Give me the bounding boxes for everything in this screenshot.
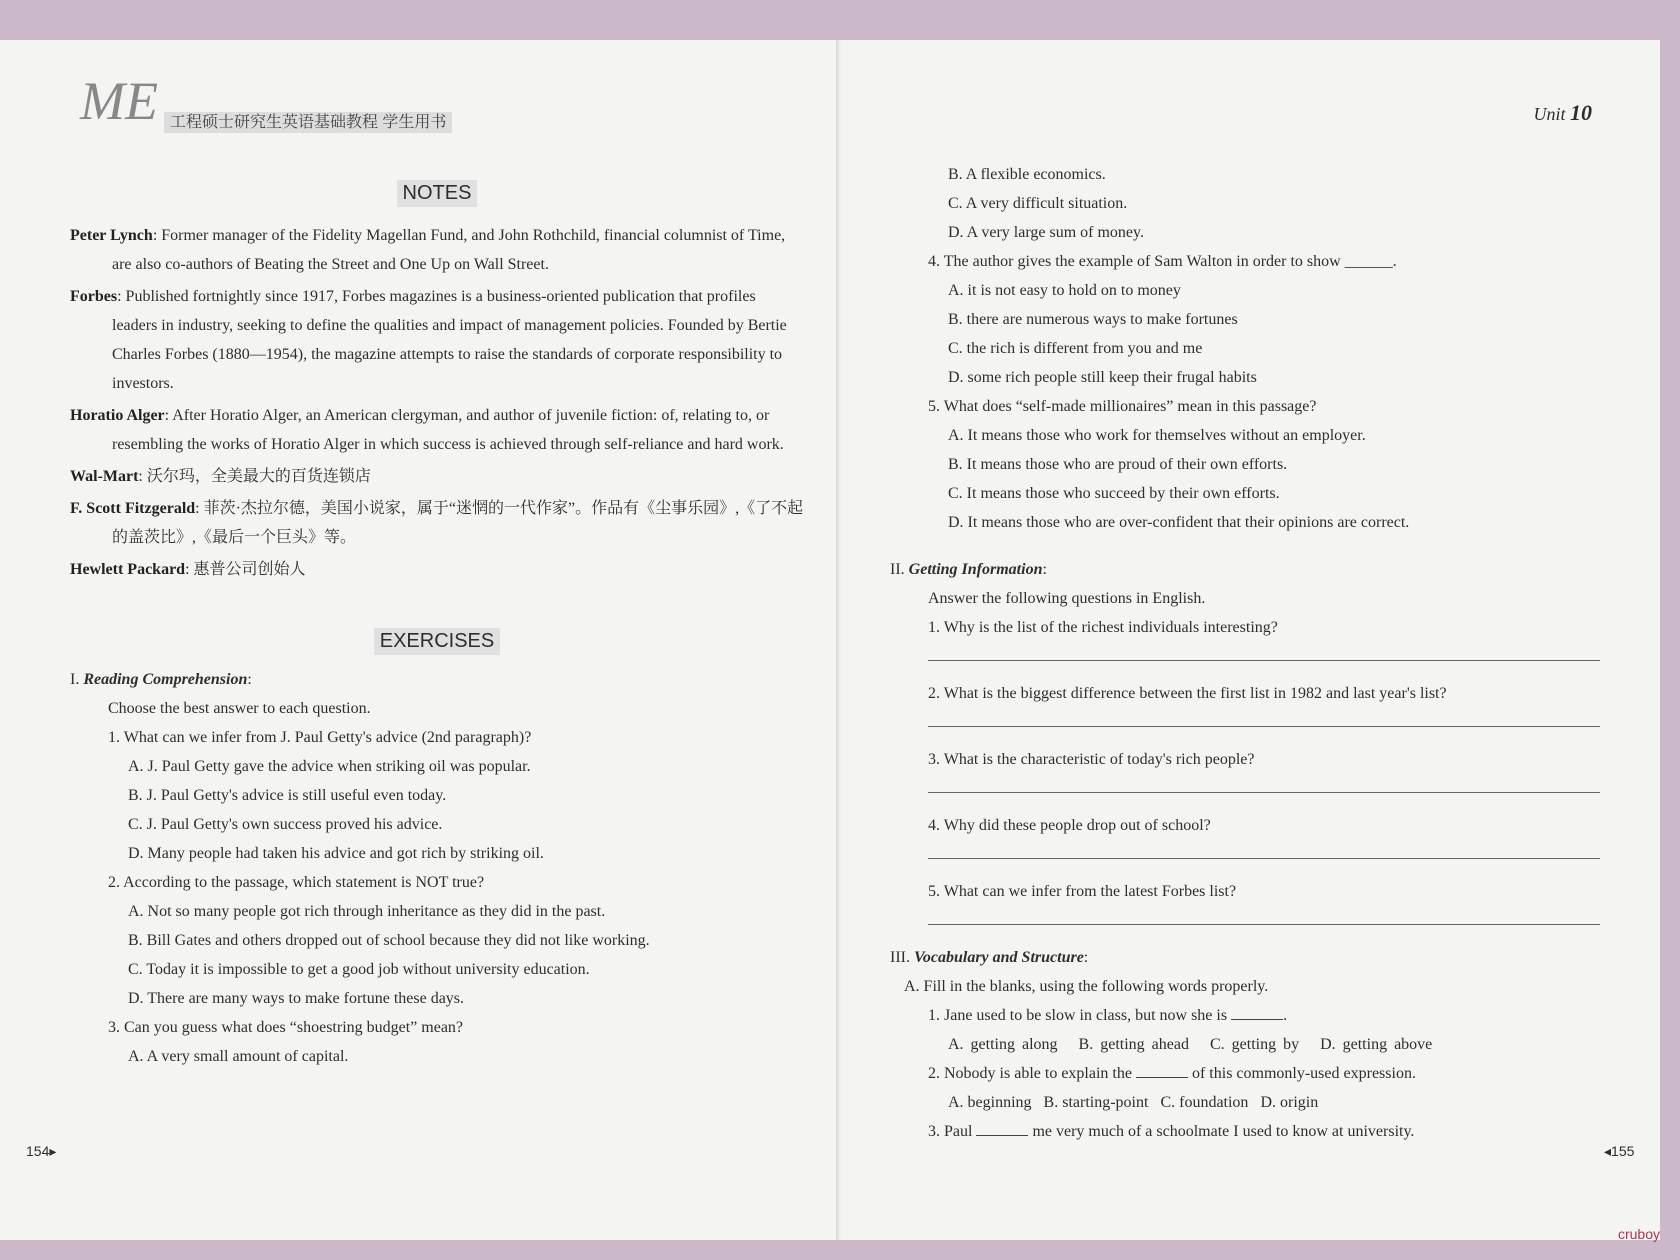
page-number-left: 154▸ — [26, 1143, 57, 1159]
question-1: 1. What can we infer from J. Paul Getty's advice (2nd paragraph)? — [108, 729, 532, 746]
question-5: 5. What does “self-made millionaires” mean in this passage? — [928, 398, 1317, 415]
page-number-right: ◂155 — [1604, 1143, 1635, 1159]
answer-line[interactable] — [928, 906, 1600, 925]
notes-title: NOTES — [397, 180, 478, 207]
reading-comprehension: I. Reading Comprehension: Choose the best answer to each question. 1. What can we infer from J. Paul Getty's advice (2nd paragraph)? A. J. Paul Getty gave the advice when striking oil was popular. B. J. Paul Getty's advice is still useful even today. C. J. Paul Getty's own success proved his advice. D. Many people had taken his advice and got rich by striking oil. 2. According to the passage, which statement is NOT true? A. Not so many people got rich through inheritance as they did in the past. B. Bill Gates and others dropped out of school because they did not like working. C. Today it is impossible to get a good job without university education. D. There are many ways to make fortune these days. 3. Can you guess what does “shoestring budget” mean? A. A very small amount of capital. — [70, 665, 804, 1071]
note-item: Peter Lynch: Former manager of the Fidelity Magellan Fund, and John Rothchild, financial columnist of Time, are also co-authors of Beating the Street and One Up on Wall Street. — [70, 227, 786, 273]
answer-line[interactable] — [928, 642, 1600, 661]
question-2: 2. According to the passage, which statement is NOT true? — [108, 874, 485, 891]
note-item: F. Scott Fitzgerald: 菲茨·杰拉尔德，美国小说家，属于“迷惘的一代作家”。作品有《尘事乐园》,《了不起的盖茨比》,《最后一个巨头》等。 — [70, 500, 804, 546]
answer-line[interactable] — [928, 840, 1600, 859]
note-item: Forbes: Published fortnightly since 1917, Forbes magazines is a business-oriented publication that profiles leaders in industry, seeking to define the qualities and impact of management policies. Founded by Bertie Charles Forbes (1880—1954), the magazine attempts to raise the standards of corporate responsibility to investors. — [70, 288, 787, 392]
blank[interactable] — [1136, 1077, 1188, 1078]
answer-line[interactable] — [928, 774, 1600, 793]
question-3: 3. Can you guess what does “shoestring budget” mean? — [108, 1019, 464, 1036]
book-header: ME 工程硕士研究生英语基础教程 学生用书 — [80, 70, 452, 132]
blank[interactable] — [1231, 1019, 1283, 1020]
getting-information: II. Getting Information: Answer the following questions in English. 1. Why is the list of the richest individuals interesting? 2. What is the biggest difference between the first list in 1982 and last year's list? 3. What is the characteristic of today's rich people? 4. Why did these people drop out of school? 5. What can we infer from the latest Forbes list? — [890, 555, 1600, 925]
exercises-title: EXERCISES — [374, 628, 500, 655]
vocabulary-structure: III. Vocabulary and Structure: A. Fill in the blanks, using the following words properly. 1. Jane used to be slow in class, but now she is . A. getting along B. getting ahead C. getting by D. getting above 2. Nobody is able to explain the of this commonly-used expression. A. beginning B. starting-point C. foundation D. origin 3. Paul me very much of a schoolmate I used to know at university. — [890, 949, 1433, 1140]
left-page — [0, 40, 840, 1240]
note-item: Wal-Mart: 沃尔玛，全美最大的百货连锁店 — [70, 468, 371, 485]
question-4: 4. The author gives the example of Sam Walton in order to show ______. — [928, 253, 1397, 270]
watermark: cruboy — [1617, 1226, 1660, 1242]
note-item: Horatio Alger: After Horatio Alger, an American clergyman, and author of juvenile fiction: of, relating to, or resembling the works of Horatio Alger in which success is achieved through self-reliance and hard work. — [70, 407, 784, 453]
blank[interactable] — [976, 1135, 1028, 1136]
unit-label: Unit 10 — [1533, 100, 1592, 125]
right-page: B. A flexible economics. C. A very difficult situation. D. A very large sum of money. 4. The author gives the example of Sam Walton in order to show ______. A. it is not easy to hold on to money B. there are numerous ways to make fortunes C. the rich is different from you and me D. some rich people still keep their frugal habits 5. What does “self-made millionaires” mean in this passage? A. It means those who work for themselves without an employer. B. It means those who are proud of their own efforts. C. It means those who succeed by their own efforts. D. It means those who are over-confident that their opinions are correct. II. Getting Information: Answer the following questions in English. 1. Why is the list of the richest individuals interesting? 2. What is the biggest difference between the first list in 1982 and last year's list? 3. What is the characteristic of today's rich people? 4. Why did these people drop out of school? 5. What can we infer from the latest Forbes list? III. Vocabulary and Structure: A. Fill in the blanks, using the following words properly. 1. Jane used to be slow in class, but now she is . A. getting along B. getting ahead C. getting by D. getting above 2. Nobody is able to explain the of this commonly-used expression. A. beginning B. starting-point C. foundation D. origin 3. Paul me very much of a schoolmate I used to know at university. — [842, 40, 1660, 1240]
note-item: Hewlett Packard: 惠普公司创始人 — [70, 561, 306, 578]
notes-list — [70, 221, 804, 584]
answer-line[interactable] — [928, 708, 1600, 727]
